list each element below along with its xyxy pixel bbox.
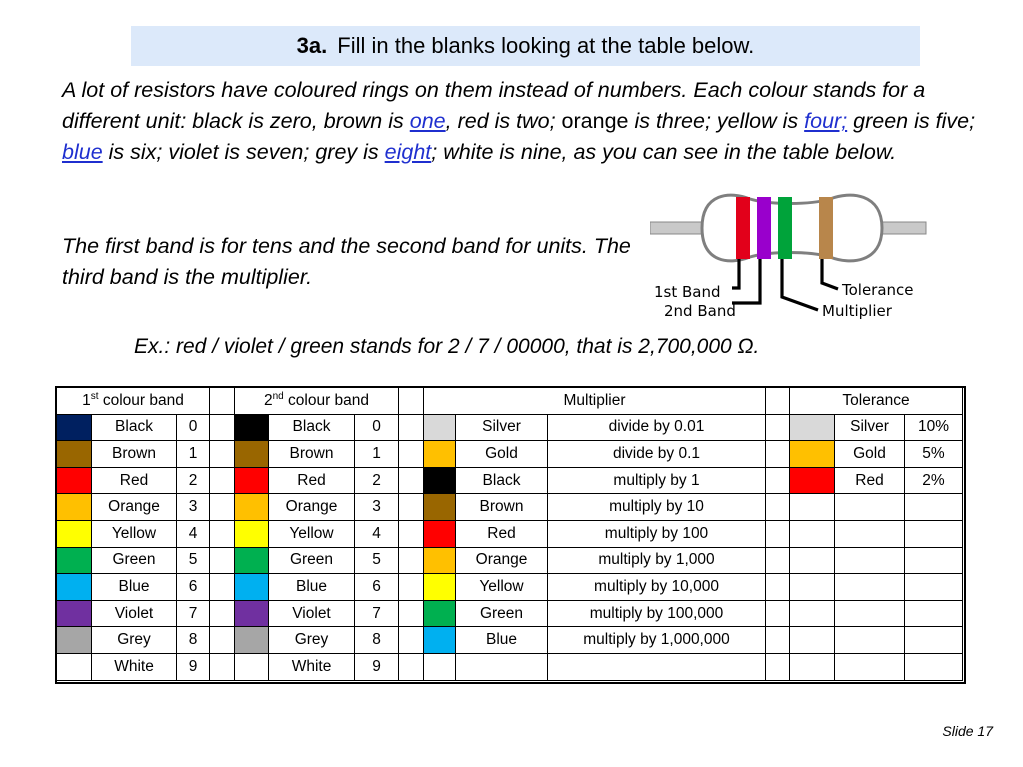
band1-swatch [57,653,92,680]
spacer-cell [399,574,424,601]
blank-answer-blue: blue [62,140,103,164]
spacer-cell [210,520,235,547]
band2-swatch [235,467,269,494]
table-row [57,441,963,468]
resistor-lead-left [650,222,702,234]
header-2nd-colour-band-label: colour band [283,392,370,410]
tolerance-colour-name [835,600,905,627]
band1-colour-name: Green [92,547,177,574]
colour-code-table [56,387,963,681]
multiplier-value: multiply by 10,000 [548,574,766,601]
multiplier-swatch [424,467,456,494]
tolerance-swatch [790,574,835,601]
band1-colour-name: Blue [92,574,177,601]
title-number: 3a. [296,33,328,58]
band2-digit: 9 [355,653,399,680]
band2-swatch [235,520,269,547]
tolerance-colour-name [835,627,905,654]
spacer-cell [766,441,790,468]
tolerance-swatch [790,494,835,521]
tolerance-colour-name: Gold [835,441,905,468]
band1-colour-name: Black [92,414,177,441]
blank-answer-eight: eight [384,140,432,164]
resistor-band-3 [778,197,792,259]
band1-digit: 3 [177,494,210,521]
table-row [57,467,963,494]
multiplier-colour-name: Silver [456,414,548,441]
tolerance-value [905,547,963,574]
multiplier-colour-name: Black [456,467,548,494]
tolerance-value [905,520,963,547]
band2-digit: 7 [355,600,399,627]
table-header-row [57,388,963,415]
tolerance-swatch [790,520,835,547]
header-2nd-colour-band-ordinal: nd [272,391,284,403]
tolerance-swatch [790,441,835,468]
table-row [57,520,963,547]
band1-swatch [57,414,92,441]
spacer-cell [766,388,790,415]
band2-colour-name: Green [269,547,355,574]
intro-text-5: green is five; [847,109,976,133]
intro-text-7: ; white is nine, as you can see in the table below. [431,140,897,164]
multiplier-value: divide by 0.1 [548,441,766,468]
tolerance-swatch [790,600,835,627]
multiplier-colour-name: Blue [456,627,548,654]
title-text: Fill in the blanks looking at the table below. [337,33,755,58]
band1-digit: 4 [177,520,210,547]
band2-swatch [235,441,269,468]
tolerance-value [905,600,963,627]
spacer-cell [766,414,790,441]
tolerance-value: 5% [905,441,963,468]
table-row [57,574,963,601]
spacer-cell [399,600,424,627]
spacer-cell [210,627,235,654]
band1-digit: 7 [177,600,210,627]
spacer-cell [210,574,235,601]
band2-digit: 0 [355,414,399,441]
band1-colour-name: White [92,653,177,680]
multiplier-colour-name: Red [456,520,548,547]
intro-text-3: orange [561,109,629,133]
spacer-cell [399,627,424,654]
header-2nd-colour-band [235,388,399,415]
spacer-cell [210,653,235,680]
spacer-cell [399,494,424,521]
band1-swatch [57,574,92,601]
header-1st-colour-band-number: 1 [82,392,91,410]
multiplier-colour-name: Gold [456,441,548,468]
multiplier-leader [782,259,818,310]
multiplier-swatch [424,520,456,547]
tolerance-value [905,627,963,654]
band2-digit: 1 [355,441,399,468]
tolerance-colour-name: Silver [835,414,905,441]
multiplier-value: multiply by 1,000 [548,547,766,574]
tolerance-value: 2% [905,467,963,494]
multiplier-swatch [424,547,456,574]
band2-swatch [235,494,269,521]
multiplier-value: multiply by 100,000 [548,600,766,627]
spacer-cell [210,414,235,441]
header-1st-colour-band [57,388,210,415]
multiplier-swatch [424,494,456,521]
band1-digit: 6 [177,574,210,601]
spacer-cell [766,520,790,547]
spacer-cell [399,388,424,415]
multiplier-colour-name: Yellow [456,574,548,601]
band1-swatch [57,441,92,468]
tolerance-swatch [790,467,835,494]
table-row [57,494,963,521]
spacer-cell [766,467,790,494]
band2-colour-name: Black [269,414,355,441]
header-1st-colour-band-label: colour band [98,392,184,410]
multiplier-swatch [424,600,456,627]
band2-colour-name: Brown [269,441,355,468]
band1-colour-name: Brown [92,441,177,468]
example-text: Ex.: red / violet / green stands for 2 / 7 / 00000, that is 2,700,000 Ω. [134,335,760,358]
spacer-cell [766,494,790,521]
band1-colour-name: Yellow [92,520,177,547]
band1-digit: 0 [177,414,210,441]
band-explanation: The first band is for tens and the second band for units. The third band is the multiplier. [62,234,631,289]
table-row [57,627,963,654]
tolerance-value [905,574,963,601]
band1-colour-name: Orange [92,494,177,521]
band1-swatch [57,520,92,547]
band1-leader [732,259,739,288]
band2-colour-name: Grey [269,627,355,654]
spacer-cell [399,653,424,680]
band1-digit: 2 [177,467,210,494]
multiplier-swatch [424,627,456,654]
band2-colour-name: Red [269,467,355,494]
tolerance-value [905,494,963,521]
multiplier-swatch [424,574,456,601]
band2-digit: 4 [355,520,399,547]
slide-number: Slide 17 [942,723,993,739]
intro-text-6: is six; violet is seven; grey is [102,140,385,164]
tolerance-colour-name [835,653,905,680]
band2-colour-name: Orange [269,494,355,521]
spacer-cell [766,547,790,574]
tolerance-swatch [790,547,835,574]
table-row [57,547,963,574]
band2-digit: 2 [355,467,399,494]
band1-digit: 5 [177,547,210,574]
spacer-cell [210,441,235,468]
multiplier-colour-name: Brown [456,494,548,521]
blank-answer-four: four; [804,109,848,133]
band2-colour-name: Blue [269,574,355,601]
band1-digit: 1 [177,441,210,468]
multiplier-swatch [424,653,456,680]
resistor-band-4 [819,197,833,259]
band2-swatch [235,653,269,680]
spacer-cell [766,600,790,627]
multiplier-colour-name: Orange [456,547,548,574]
band1-colour-name: Violet [92,600,177,627]
band1-swatch [57,627,92,654]
resistor-lead-right [882,222,926,234]
header-2nd-colour-band-number: 2 [263,392,273,410]
band1-colour-name: Red [92,467,177,494]
spacer-cell [766,653,790,680]
resistor-band-1 [736,197,750,259]
spacer-cell [210,547,235,574]
band2-colour-name: Violet [269,600,355,627]
tolerance-colour-name [835,520,905,547]
tolerance-swatch [790,653,835,680]
spacer-cell [399,467,424,494]
spacer-cell [210,467,235,494]
multiplier-value: divide by 0.01 [548,414,766,441]
spacer-cell [399,520,424,547]
band1-swatch [57,494,92,521]
multiplier-value: multiply by 1,000,000 [548,627,766,654]
tolerance-leader [822,259,838,289]
band1-digit: 9 [177,653,210,680]
header-tolerance: Tolerance [790,388,963,415]
tolerance-value: 10% [905,414,963,441]
tolerance-colour-name [835,574,905,601]
band2-leader [732,259,760,303]
multiplier-value: multiply by 10 [548,494,766,521]
band2-swatch [235,574,269,601]
band2-digit: 8 [355,627,399,654]
band2-digit: 5 [355,547,399,574]
spacer-cell [766,627,790,654]
intro-text-2: , red is two; [445,109,562,133]
header-1st-colour-band-ordinal: st [90,391,99,403]
spacer-cell [399,547,424,574]
header-multiplier: Multiplier [424,388,766,415]
table-row [57,653,963,680]
tolerance-colour-name [835,547,905,574]
spacer-cell [210,388,235,415]
band2-colour-name: Yellow [269,520,355,547]
multiplier-value: multiply by 100 [548,520,766,547]
tolerance-swatch [790,414,835,441]
multiplier-value [548,653,766,680]
multiplier-colour-name [456,653,548,680]
tolerance-colour-name [835,494,905,521]
multiplier-colour-name: Green [456,600,548,627]
multiplier-value: multiply by 1 [548,467,766,494]
tolerance-value [905,653,963,680]
slide-title [131,26,920,66]
intro-paragraph [62,75,982,168]
resistor-band-2 [757,197,771,259]
multiplier-swatch [424,441,456,468]
table-row [57,600,963,627]
band2-digit: 6 [355,574,399,601]
intro-text-1: A lot of resistors have coloured rings on them instead of numbers. Each colour stands for a different unit: black is zero, brown is [62,78,926,133]
tolerance-swatch [790,627,835,654]
band2-swatch [235,547,269,574]
band1-digit: 8 [177,627,210,654]
blank-answer-one: one [409,109,446,133]
spacer-cell [399,441,424,468]
spacer-cell [766,574,790,601]
label-tolerance: Tolerance [842,281,914,299]
band1-swatch [57,600,92,627]
resistor-diagram [650,185,935,325]
label-multiplier: Multiplier [822,302,892,320]
label-2nd-band: 2nd Band [664,302,736,320]
tolerance-colour-name: Red [835,467,905,494]
spacer-cell [399,414,424,441]
band1-swatch [57,547,92,574]
multiplier-swatch [424,414,456,441]
spacer-cell [210,494,235,521]
band2-swatch [235,600,269,627]
intro-text-4: is three; yellow is [628,109,805,133]
table-row [57,414,963,441]
band1-swatch [57,467,92,494]
band2-swatch [235,627,269,654]
band2-digit: 3 [355,494,399,521]
label-1st-band: 1st Band [654,283,721,301]
band2-swatch [235,414,269,441]
spacer-cell [210,600,235,627]
band1-colour-name: Grey [92,627,177,654]
band2-colour-name: White [269,653,355,680]
